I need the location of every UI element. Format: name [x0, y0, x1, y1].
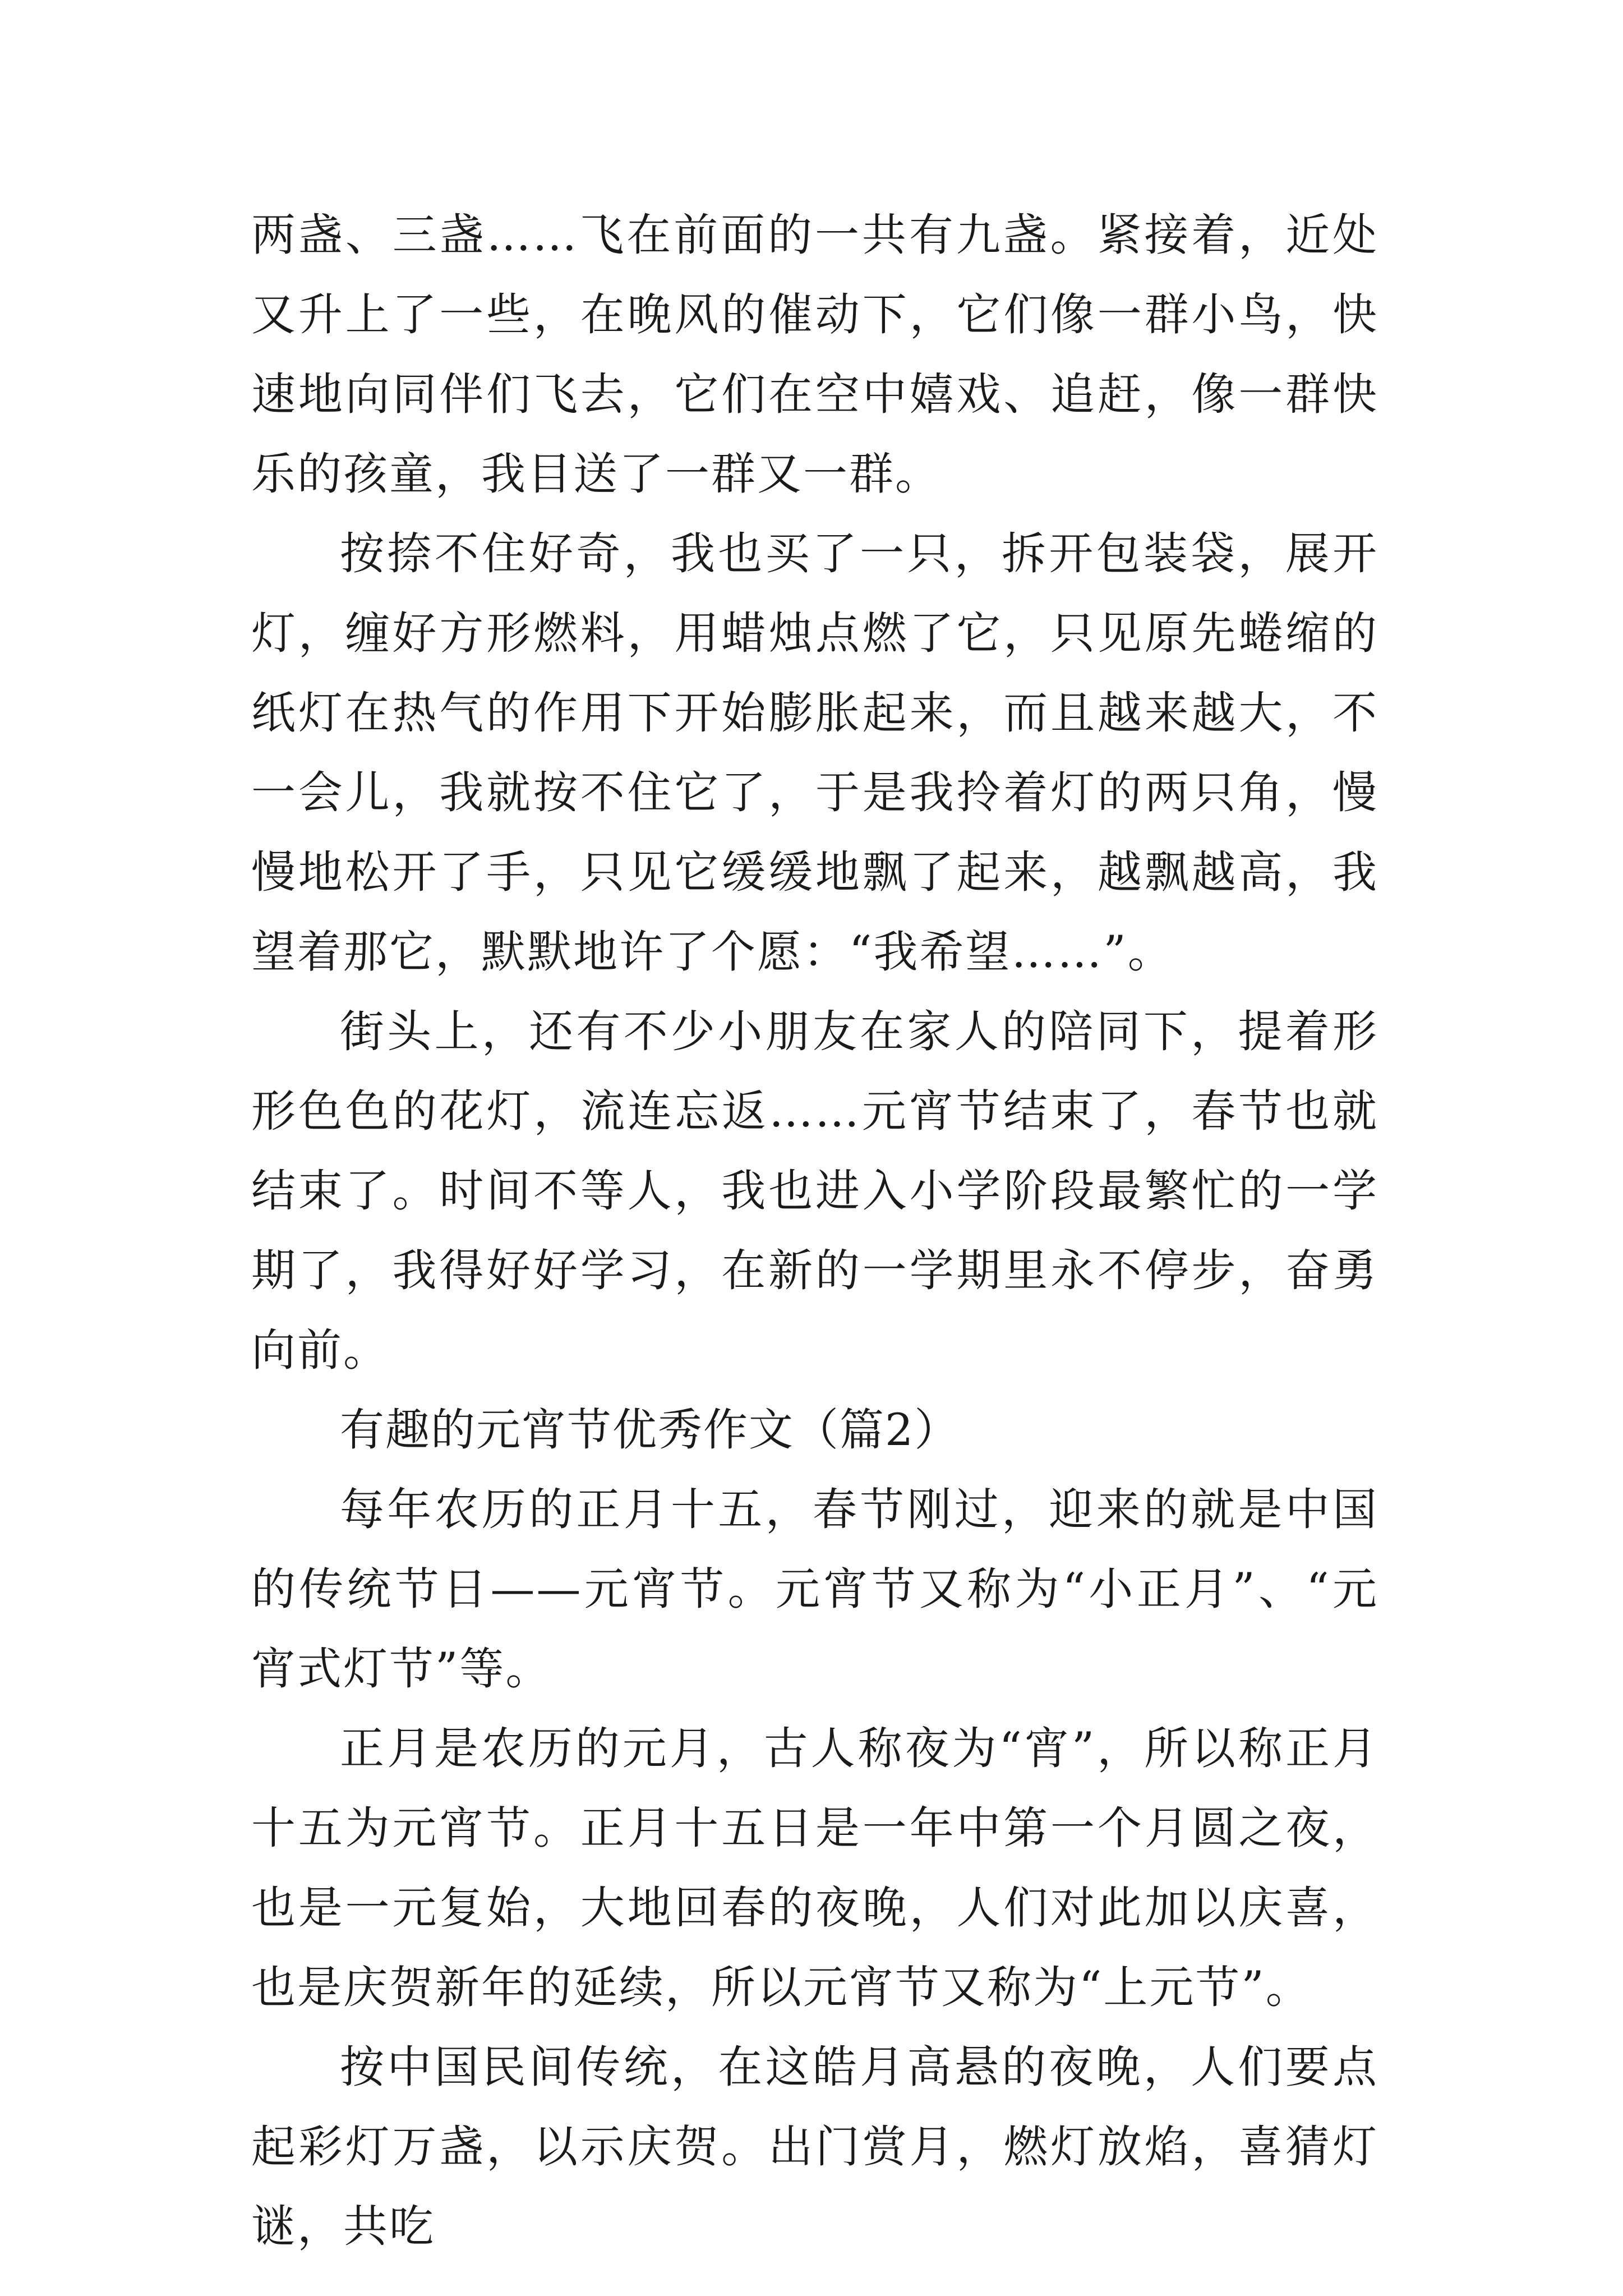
paragraph-festival-intro: 每年农历的正月十五，春节刚过，迎来的就是中国的传统节日——元宵节。元宵节又称为“小正月”、“元宵式灯节”等。: [251, 1484, 1378, 1695]
paragraph-continuation: 两盏、三盏……飞在前面的一共有九盏。紧接着，近处又升上了一些，在晚风的催动下，它们像一群小鸟，快速地向同伴们飞去，它们在空中嬉戏、追赶，像一群快乐的孩童，我目送了一群又一群。: [251, 209, 1378, 500]
paragraph-street-lanterns: 街头上，还有不少小朋友在家人的陪同下，提着形形色色的花灯，流连忘返……元宵节结束了，春节也就结束了。时间不等人，我也进入小学阶段最繁忙的一学期了，我得好好学习，在新的一学期里永不停步，奋勇向前。: [251, 1006, 1378, 1376]
paragraph-sky-lantern: 按捺不住好奇，我也买了一只，拆开包装袋，展开灯，缠好方形燃料，用蜡烛点燃了它，只见原先蜷缩的纸灯在热气的作用下开始膨胀起来，而且越来越大，不一会儿，我就按不住它了，于是我拎着灯的两只角，慢慢地松开了手，只见它缓缓地飘了起来，越飘越高，我望着那它，默默地许了个愿：“我希望……”。: [251, 528, 1378, 978]
paragraph-folk-tradition: 按中国民间传统，在这皓月高悬的夜晚，人们要点起彩灯万盏，以示庆贺。出门赏月，燃灯放焰，喜猜灯谜，共吃: [251, 2041, 1378, 2252]
document-body: [251, 195, 1378, 2266]
paragraph-name-origin: 正月是农历的元月，古人称夜为“宵”，所以称正月十五为元宵节。正月十五日是一年中第一个月圆之夜，也是一元复始，大地回春的夜晚，人们对此加以庆喜，也是庆贺新年的延续，所以元宵节又称为“上元节”。: [251, 1723, 1378, 2013]
essay-heading: 有趣的元宵节优秀作文（篇2）: [340, 1404, 960, 1456]
